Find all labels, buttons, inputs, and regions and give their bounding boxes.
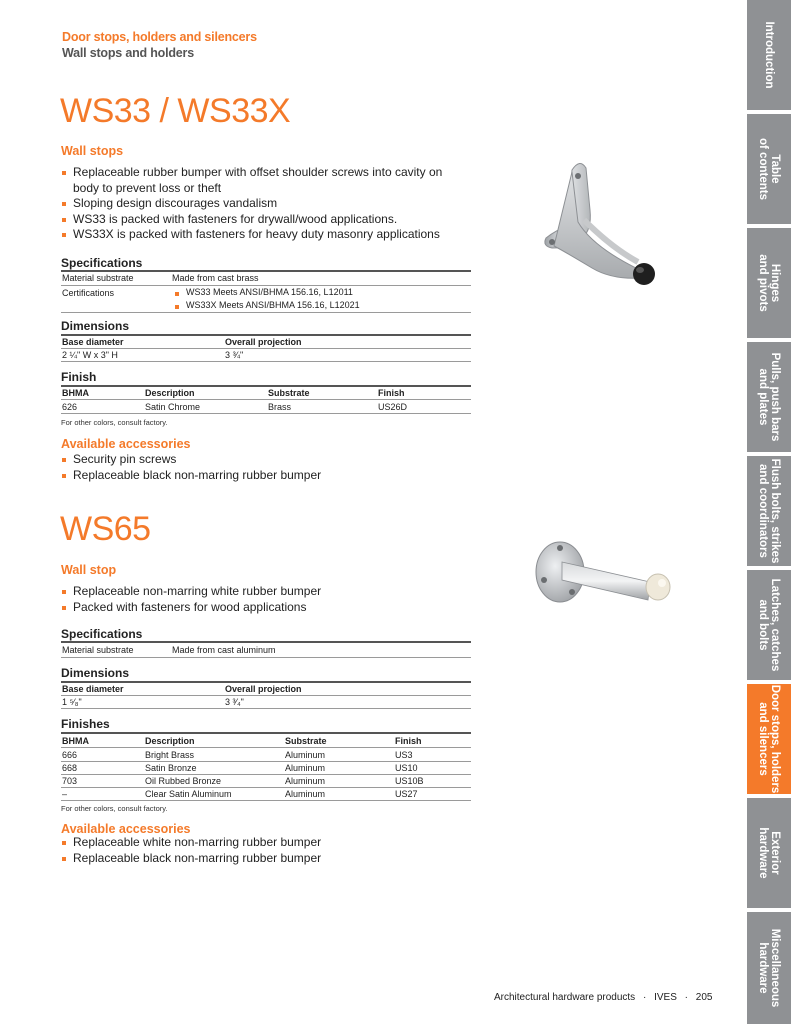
footer-separator: · bbox=[684, 992, 689, 1003]
dim-col-header: Overall projection bbox=[225, 684, 302, 694]
tab-label bbox=[757, 685, 781, 794]
tab-label-line: Table bbox=[769, 154, 781, 184]
tab-label bbox=[763, 21, 775, 88]
finish-cell: Satin Chrome bbox=[145, 402, 201, 412]
accessory-item: Replaceable black non-marring rubber bumper bbox=[61, 468, 471, 484]
divider bbox=[61, 361, 471, 362]
feature-item-continued bbox=[61, 181, 471, 197]
accessories-list bbox=[61, 835, 471, 866]
divider bbox=[61, 385, 471, 387]
divider bbox=[61, 657, 471, 658]
accessories-heading: Available accessories bbox=[61, 822, 191, 836]
cert-item: WS33 Meets ANSI/BHMA 156.16, L12011 bbox=[174, 286, 360, 299]
dim-value: 3 ¾" bbox=[225, 350, 244, 360]
divider bbox=[61, 348, 471, 349]
spec-label: Certifications bbox=[62, 288, 115, 298]
tab-label-line: Pulls, push bars bbox=[769, 352, 781, 442]
feature-list bbox=[61, 584, 471, 615]
finish-cell: Clear Satin Aluminum bbox=[145, 789, 232, 799]
page-number: 205 bbox=[695, 992, 713, 1003]
tab-hinges-and-pivots[interactable] bbox=[747, 228, 791, 338]
feature-item: WS33X is packed with fasteners for heavy duty masonry applications bbox=[61, 227, 471, 243]
dim-value: 1 ⁵⁄₈" bbox=[62, 697, 82, 707]
finish-cell: US10 bbox=[395, 763, 418, 773]
tab-label-line: Flush bolts, strikes bbox=[769, 458, 781, 564]
finish-cell: US10B bbox=[395, 776, 424, 786]
dim-value: 3 ³⁄₄" bbox=[225, 697, 244, 707]
tab-latches-catches-and-bolts[interactable] bbox=[747, 570, 791, 680]
finish-cell: US26D bbox=[378, 402, 408, 412]
spec-label: Material substrate bbox=[62, 273, 134, 283]
tab-label-line: hardware bbox=[757, 827, 769, 879]
finish-heading: Finish bbox=[61, 370, 97, 384]
feature-item: Packed with fasteners for wood applications bbox=[61, 600, 471, 616]
tab-exterior-hardware[interactable] bbox=[747, 798, 791, 908]
divider bbox=[61, 695, 471, 696]
tab-label-line: Miscellaneous bbox=[769, 928, 781, 1008]
tab-label-line: Door stops, holders bbox=[769, 684, 781, 794]
feature-item: WS33 is packed with fasteners for drywall/wood applications. bbox=[61, 212, 471, 228]
divider bbox=[61, 399, 471, 400]
finish-cell: Aluminum bbox=[285, 776, 326, 786]
feature-item: Sloping design discourages vandalism bbox=[61, 196, 471, 212]
divider bbox=[61, 800, 471, 801]
tab-label-line: hardware bbox=[757, 942, 769, 994]
finish-note: For other colors, consult factory. bbox=[61, 804, 168, 813]
dim-col-header: Overall projection bbox=[225, 337, 302, 347]
specifications-heading: Specifications bbox=[61, 627, 143, 641]
finish-cell: Satin Bronze bbox=[145, 763, 197, 773]
product-title: WS65 bbox=[60, 510, 151, 548]
finish-col-header: BHMA bbox=[62, 388, 89, 398]
ws33-product-image bbox=[532, 150, 672, 290]
tab-label-line: and pivots bbox=[757, 254, 769, 312]
product-title: WS33 / WS33X bbox=[60, 92, 291, 130]
divider bbox=[61, 641, 471, 643]
finish-col-header: Substrate bbox=[268, 388, 310, 398]
breadcrumb-category: Door stops, holders and silencers bbox=[62, 30, 257, 44]
finish-cell: Aluminum bbox=[285, 750, 326, 760]
divider bbox=[61, 732, 471, 734]
tab-label-line: Latches, catches bbox=[769, 578, 781, 672]
finish-cell: Bright Brass bbox=[145, 750, 195, 760]
finish-cell: 703 bbox=[62, 776, 78, 786]
spec-value: Made from cast aluminum bbox=[172, 645, 276, 655]
accessory-item: Security pin screws bbox=[61, 452, 471, 468]
accessory-item: Replaceable black non-marring rubber bumper bbox=[61, 851, 471, 867]
tab-door-stops-holders-and-silencers[interactable] bbox=[747, 684, 791, 794]
divider bbox=[61, 681, 471, 683]
tab-flush-bolts-strikes-and-coordinators[interactable] bbox=[747, 456, 791, 566]
accessory-item: Replaceable white non-marring rubber bumper bbox=[61, 835, 471, 851]
footer-text: Architectural hardware products bbox=[494, 992, 636, 1003]
tab-introduction[interactable] bbox=[747, 0, 791, 110]
finish-cell: Oil Rubbed Bronze bbox=[145, 776, 222, 786]
tab-label bbox=[757, 929, 781, 1008]
finish-col-header: Description bbox=[145, 388, 195, 398]
finish-cell: US3 bbox=[395, 750, 413, 760]
tab-label-line: Hinges bbox=[769, 263, 781, 303]
finish-cell: 626 bbox=[62, 402, 78, 412]
finish-cell: Brass bbox=[268, 402, 292, 412]
specifications-heading: Specifications bbox=[61, 256, 143, 270]
footer-separator: · bbox=[642, 992, 647, 1003]
breadcrumb-subcategory: Wall stops and holders bbox=[62, 46, 194, 60]
product-subtitle: Wall stop bbox=[61, 563, 117, 577]
cert-list bbox=[174, 286, 360, 311]
tab-label bbox=[757, 579, 781, 672]
tab-label-line: Exterior bbox=[769, 831, 781, 875]
divider bbox=[61, 761, 471, 762]
ws65-product-image bbox=[532, 530, 682, 620]
feature-item: Replaceable rubber bumper with offset shoulder screws into cavity on bbox=[61, 165, 471, 181]
tab-label-line: and silencers bbox=[757, 702, 769, 776]
spec-label: Material substrate bbox=[62, 645, 134, 655]
tab-label-line: and bolts bbox=[757, 599, 769, 651]
tab-label bbox=[757, 827, 781, 878]
divider bbox=[61, 413, 471, 414]
tab-label bbox=[757, 353, 781, 442]
finish-note: For other colors, consult factory. bbox=[61, 418, 168, 427]
footer-brand: IVES bbox=[654, 992, 677, 1003]
dim-col-header: Base diameter bbox=[62, 684, 124, 694]
accessories-list bbox=[61, 452, 471, 483]
tab-table-of-contents[interactable] bbox=[747, 114, 791, 224]
feature-item: Replaceable non-marring white rubber bumper bbox=[61, 584, 471, 600]
finish-col-header: BHMA bbox=[62, 736, 89, 746]
accessories-heading: Available accessories bbox=[61, 437, 191, 451]
divider bbox=[61, 787, 471, 788]
finish-cell: Aluminum bbox=[285, 789, 326, 799]
product-subtitle: Wall stops bbox=[61, 144, 124, 158]
tab-label bbox=[757, 254, 781, 312]
finish-col-header: Description bbox=[145, 736, 195, 746]
finish-heading: Finishes bbox=[61, 717, 110, 731]
divider bbox=[61, 334, 471, 336]
dim-col-header: Base diameter bbox=[62, 337, 124, 347]
divider bbox=[61, 708, 471, 709]
tab-label bbox=[757, 138, 781, 200]
finish-col-header: Finish bbox=[395, 736, 422, 746]
tab-label-line: and coordinators bbox=[757, 464, 769, 558]
divider bbox=[61, 774, 471, 775]
feature-list bbox=[61, 165, 471, 243]
finish-cell: 668 bbox=[62, 763, 78, 773]
divider bbox=[61, 747, 471, 748]
finish-cell: US27 bbox=[395, 789, 418, 799]
finish-cell: Aluminum bbox=[285, 763, 326, 773]
finish-cell: 666 bbox=[62, 750, 78, 760]
tab-label-line: of contents bbox=[757, 138, 769, 200]
tab-label bbox=[757, 459, 781, 564]
page-footer bbox=[494, 992, 712, 1003]
dimensions-heading: Dimensions bbox=[61, 666, 130, 680]
finish-col-header: Finish bbox=[378, 388, 405, 398]
tab-label-line: and plates bbox=[757, 368, 769, 426]
feature-text: body to prevent loss or theft bbox=[73, 180, 222, 195]
divider bbox=[61, 312, 471, 313]
finish-col-header: Substrate bbox=[285, 736, 327, 746]
divider bbox=[61, 270, 471, 272]
spec-value: Made from cast brass bbox=[172, 273, 259, 283]
cert-item: WS33X Meets ANSI/BHMA 156.16, L12021 bbox=[174, 299, 360, 312]
dimensions-heading: Dimensions bbox=[61, 319, 130, 333]
tab-miscellaneous-hardware[interactable] bbox=[747, 912, 791, 1024]
dim-value: 2 ¼" W x 3" H bbox=[62, 350, 118, 360]
finish-cell: – bbox=[62, 789, 68, 799]
tab-label-line: Introduction bbox=[763, 21, 775, 89]
tab-pulls-push-bars-and-plates[interactable] bbox=[747, 342, 791, 452]
